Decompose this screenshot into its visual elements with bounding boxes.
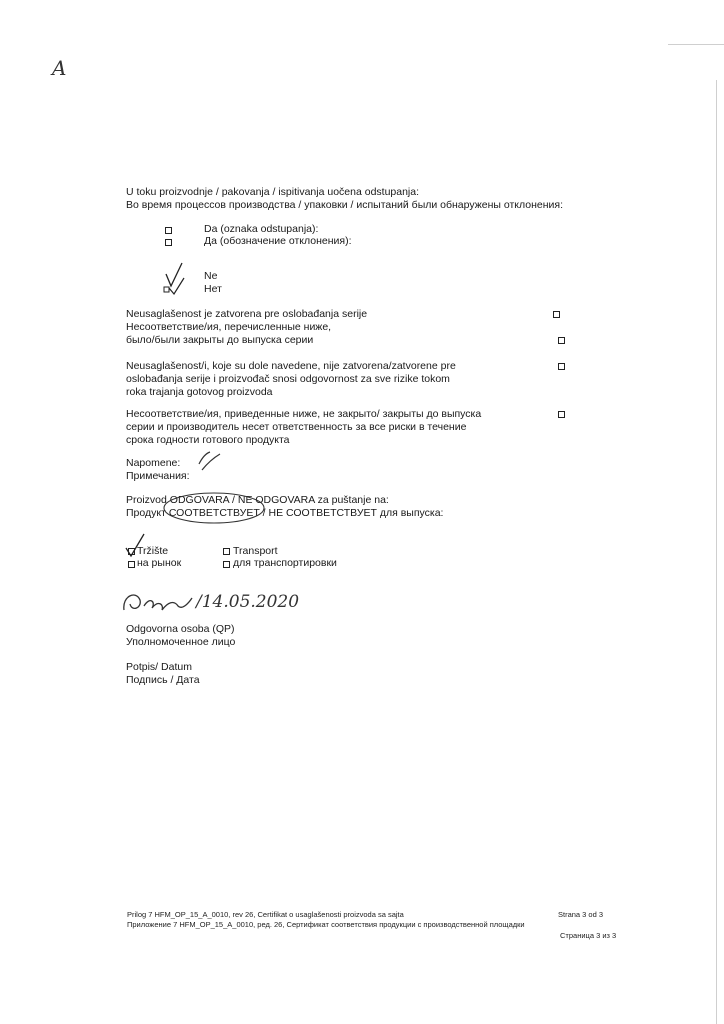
open-checkbox-sr[interactable]: [558, 363, 565, 370]
market-checkmark: [122, 532, 150, 562]
deviation-yes-label-sr: Da (oznaka odstupanja):: [204, 223, 319, 235]
deviation-no-label-sr: Ne: [204, 270, 218, 282]
market-label-sr: Tržište: [137, 545, 169, 557]
closed-label-ru-1: Несоответствие/ия, перечисленные ниже,: [126, 321, 332, 333]
open-label-sr-3: roka trajanja gotovog proizvoda: [126, 386, 273, 398]
notes-label-ru: Примечания:: [126, 470, 190, 482]
deviation-no-label-ru: Нет: [204, 283, 222, 295]
market-label-ru: на рынок: [137, 557, 182, 569]
closed-label-ru-2: было/были закрыты до выпуска серии: [126, 334, 314, 346]
deviation-yes-checkbox-ru[interactable]: [165, 239, 172, 246]
market-checkbox-ru[interactable]: [128, 561, 135, 568]
signature-image: [118, 586, 198, 620]
notes-dash-mark: [196, 446, 230, 474]
conformity-prefix-sr: Proizvod: [126, 494, 167, 506]
conformity-prefix-ru: Продукт: [126, 507, 166, 519]
closed-checkbox-sr[interactable]: [553, 311, 560, 318]
closed-label-sr: Neusaglašenost je zatvorena pre oslobađanja serije: [126, 308, 368, 320]
transport-checkbox-ru[interactable]: [223, 561, 230, 568]
conformity-rest-ru: / НЕ СООТВЕТСТВУЕТ для выпуска:: [262, 507, 444, 519]
conformity-complies-sr[interactable]: ODGOVARA: [169, 494, 230, 506]
open-label-ru-2: серии и производитель несет ответственность за все риски в течение: [126, 421, 467, 433]
footer-line-ru: Приложение 7 HFM_OP_15_A_0010, ред. 26, Сертификат соответствия продукции с производственной площадки: [127, 920, 525, 929]
conformity-circle-mark: [162, 490, 272, 526]
sign-date-label-sr: Potpis/ Datum: [126, 661, 192, 673]
open-label-sr-1: Neusaglašenost/i, koje su dole navedene, nije zatvorena/zatvorene pre: [126, 360, 456, 372]
open-label-ru-1: Несоответствие/ия, приведенные ниже, не закрыто/ закрыты до выпуска: [126, 408, 482, 420]
scan-edge-right: [716, 80, 717, 1024]
open-checkbox-ru[interactable]: [558, 411, 565, 418]
footer-page-sr: Strana 3 od 3: [558, 910, 604, 919]
deviations-title-sr: U toku proizvodnje / pakovanja / ispitivanja uočena odstupanja:: [126, 186, 420, 198]
signature-date: /14.05.2020: [196, 592, 300, 612]
transport-checkbox[interactable]: [223, 548, 230, 555]
deviations-title-ru: Во время процессов производства / упаковки / испытаний были обнаружены отклонения:: [126, 199, 563, 211]
scan-edge-top: [668, 44, 724, 45]
deviation-yes-label-ru: Да (обозначение отклонения):: [204, 235, 352, 247]
qp-role-ru: Уполномоченное лицо: [126, 636, 236, 648]
deviation-yes-checkbox[interactable]: [165, 227, 172, 234]
footer-line-sr: Prilog 7 HFM_OP_15_A_0010, rev 26, Certifikat o usaglašenosti proizvoda sa sajta: [127, 910, 404, 919]
qp-role-sr: Odgovorna osoba (QP): [126, 623, 235, 635]
open-label-sr-2: oslobađanja serije i proizvođač snosi odgovornost za sve rizike tokom: [126, 373, 450, 385]
footer-page-ru: Страница 3 из 3: [560, 931, 617, 940]
transport-label-sr: Transport: [233, 545, 278, 557]
open-label-ru-3: срока годности готового продукта: [126, 434, 290, 446]
conformity-complies-ru[interactable]: СООТВЕТСТВУЕТ: [168, 507, 260, 519]
transport-label-ru: для транспортировки: [233, 557, 337, 569]
closed-checkbox-ru[interactable]: [558, 337, 565, 344]
notes-label-sr: Napomene:: [126, 457, 181, 469]
conformity-rest-sr: / NE ODGOVARA za puštanje na:: [232, 494, 389, 506]
deviation-no-checkmark[interactable]: [160, 260, 190, 300]
sign-date-label-ru: Подпись / Дата: [126, 674, 200, 686]
margin-mark: A: [52, 56, 67, 80]
